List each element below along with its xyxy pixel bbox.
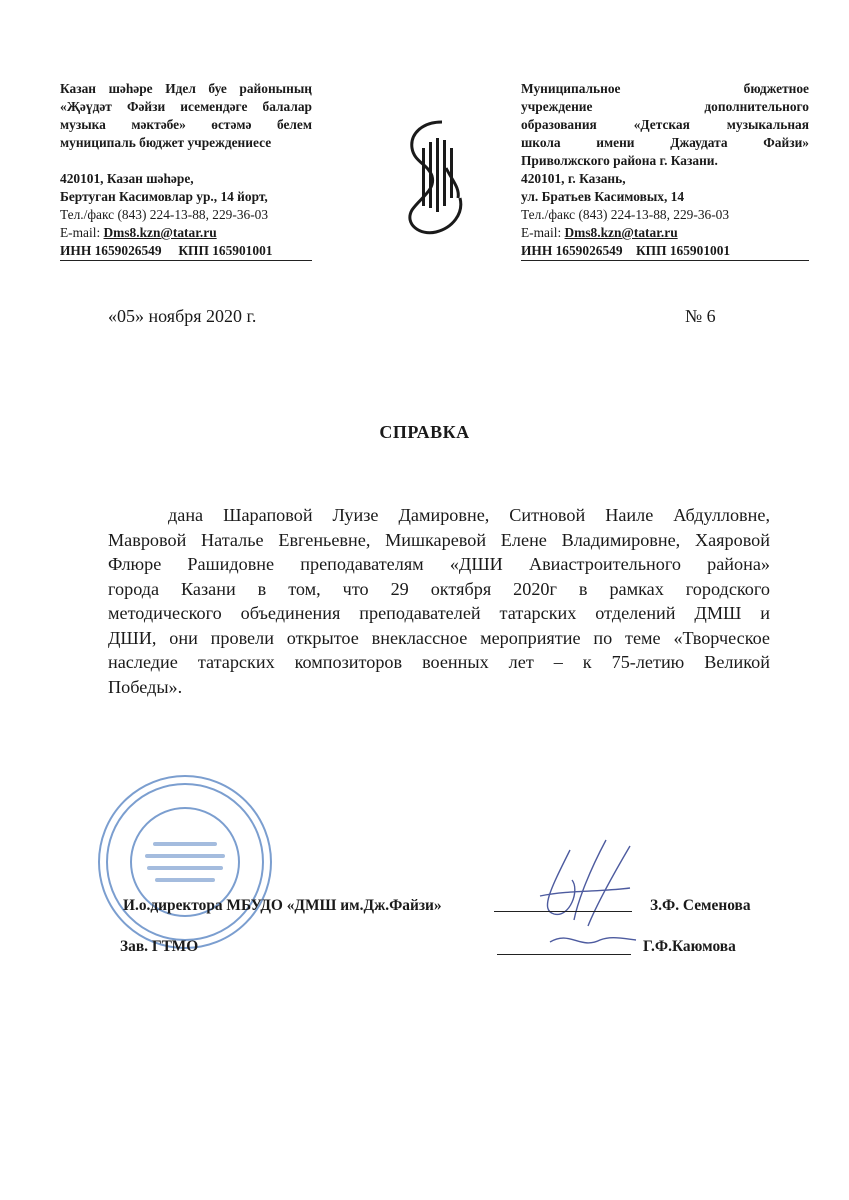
header-left-inn-row [60, 242, 312, 261]
header-right-kpp: КПП 165901001 [635, 243, 731, 258]
document-number: № 6 [685, 306, 716, 326]
signature-name-1: З.Ф. Семенова [650, 897, 751, 914]
header-right [521, 80, 809, 261]
header-left-line-4: муниципаль бюджет учреждениесе [60, 135, 272, 150]
header-left-email-label: E-mail: [60, 225, 104, 240]
header-right-address-2: ул. Братьев Касимовых, 14 [521, 189, 685, 204]
signature-role-1: И.о.директора МБУДО «ДМШ им.Дж.Файзи» [123, 897, 442, 914]
header-right-address-1: 420101, г. Казань, [521, 171, 626, 186]
header-left-phone: Тел./факс (843) 224-13-88, 229-36-03 [60, 207, 269, 222]
round-stamp-icon [95, 772, 275, 952]
signature-line-1 [494, 911, 632, 912]
document-body [108, 503, 770, 699]
header-left-kpp: КПП 165901001 [178, 243, 273, 258]
school-logo-icon [402, 118, 468, 238]
header-right-line-2: учреждение дополнительного [521, 99, 809, 114]
header-left-address-1: 420101, Казан шәһәре, [60, 171, 194, 186]
header-right-email-row [521, 224, 809, 242]
header-right-email-link[interactable]: Dms8.kzn@tatar.ru [564, 225, 678, 240]
signature-line-2 [497, 954, 631, 955]
body-line-4: города Казани в том, что 29 октября 2020г в рамках городского [108, 578, 770, 599]
header-right-inn-row [521, 242, 809, 261]
body-line-3: Флюре Рашидовне преподавателям «ДШИ Авиастроительного района» [108, 554, 770, 574]
header-left-inn: ИНН 1659026549 [60, 243, 162, 258]
header-left-line-3: музыка мәктәбе» өстәмә белем [60, 117, 312, 132]
header-left [60, 80, 312, 261]
header-right-line-5: Приволжского района г. Казани. [521, 153, 718, 168]
document-title: СПРАВКА [379, 422, 470, 442]
header-right-line-1: Муниципальное бюджетное [521, 81, 809, 96]
signature-scribble-icon [510, 830, 650, 960]
body-line-8: Победы». [108, 676, 183, 697]
signature-role-2: Зав. ГТМО [120, 938, 199, 955]
signature-name-2: Г.Ф.Каюмова [643, 938, 736, 955]
header-left-email-row [60, 224, 312, 242]
header-right-line-4: школа имени Джаудата Файзи» [521, 135, 809, 150]
body-line-1: дана Шараповой Луизе Дамировне, Ситновой Наиле Абдулловне, [168, 505, 770, 525]
header-right-email-label: E-mail: [521, 225, 565, 240]
header-left-line-2: «Җәүдәт Фәйзи исемендәге балалар [60, 99, 312, 114]
header-left-address-2: Бертуган Касимовлар ур., 14 йорт, [60, 189, 268, 204]
body-line-2: Мавровой Наталье Евгеньевне, Мишкаревой Елене Владимировне, Хаяровой [108, 529, 770, 550]
body-line-5: методического объединения преподавателей татарских отделений ДМШ и [108, 603, 770, 623]
body-line-7: наследие татарских композиторов военных лет – к 75-летию Великой [108, 652, 770, 672]
header-right-inn: ИНН 1659026549 [521, 243, 623, 258]
header-right-phone: Тел./факс (843) 224-13-88, 229-36-03 [521, 207, 730, 222]
header-left-line-1: Казан шәһәре Идел буе районының [60, 81, 312, 96]
document-date: «05» ноября 2020 г. [108, 306, 257, 326]
header-left-email-link[interactable]: Dms8.kzn@tatar.ru [103, 225, 217, 240]
body-line-6: ДШИ, они провели открытое внеклассное мероприятие по теме «Творческое [108, 627, 770, 648]
header-right-line-3: образования «Детская музыкальная [521, 117, 809, 132]
